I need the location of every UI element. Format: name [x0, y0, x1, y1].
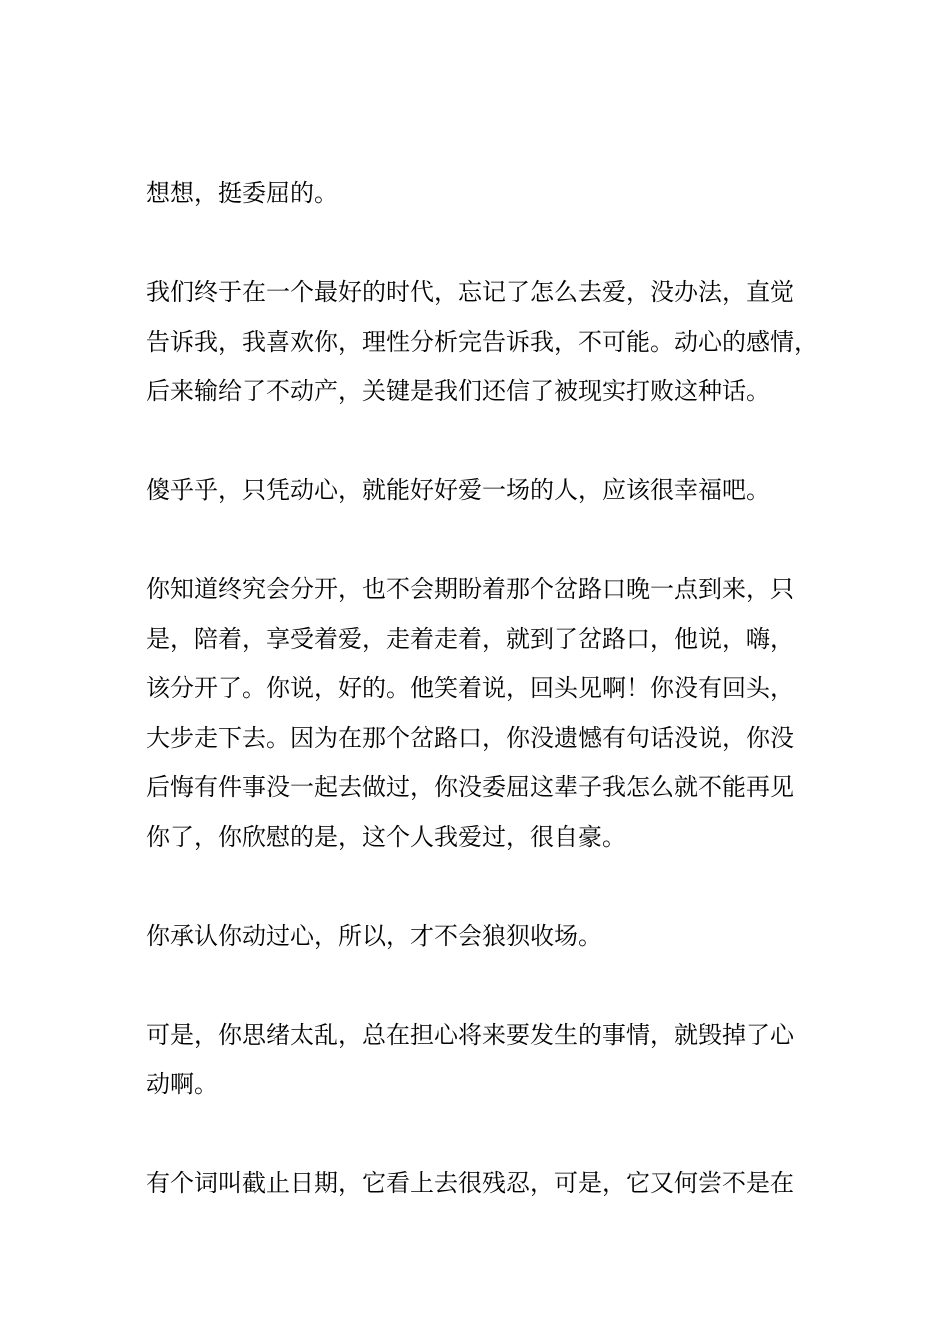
text-line: 该分开了。你说，好的。他笑着说，回头见啊！你没有回头，: [146, 674, 794, 702]
paragraph: [146, 268, 826, 417]
text-line: 想想，挺委屈的。: [146, 179, 338, 207]
text-line: 后悔有件事没一起去做过，你没委屈这辈子我怎么就不能再见: [146, 773, 794, 801]
document-body: [146, 169, 826, 1258]
text-line: 我们终于在一个最好的时代，忘记了怎么去爱，没办法，直觉: [146, 278, 794, 306]
paragraph: [146, 1011, 826, 1110]
paragraph: [146, 565, 826, 862]
text-line: 傻乎乎，只凭动心，就能好好爱一场的人，应该很幸福吧。: [146, 476, 770, 504]
text-line: 后来输给了不动产，关键是我们还信了被现实打败这种话。: [146, 377, 770, 405]
text-line: 动啊。: [146, 1070, 218, 1098]
text-line: 大步走下去。因为在那个岔路口，你没遗憾有句话没说，你没: [146, 723, 794, 752]
text-line: 你知道终究会分开，也不会期盼着那个岔路口晚一点到来，只: [146, 575, 794, 603]
text-line: 可是，你思绪太乱，总在担心将来要发生的事情，就毁掉了心: [146, 1020, 794, 1049]
text-line: 是，陪着，享受着爱，走着走着，就到了岔路口，他说，嗨，: [146, 624, 794, 653]
paragraph: [146, 1159, 826, 1209]
text-line: 有个词叫截止日期，它看上去很残忍，可是，它又何尝不是在: [146, 1169, 794, 1197]
text-line: 你了，你欣慰的是，这个人我爱过，很自豪。: [146, 822, 626, 851]
text-line: 告诉我，我喜欢你，理性分析完告诉我，不可能。动心的感情，: [146, 327, 818, 356]
paragraph: [146, 466, 826, 516]
paragraph: [146, 912, 826, 962]
paragraph: [146, 169, 826, 219]
text-line: 你承认你动过心，所以，才不会狼狈收场。: [146, 921, 602, 950]
